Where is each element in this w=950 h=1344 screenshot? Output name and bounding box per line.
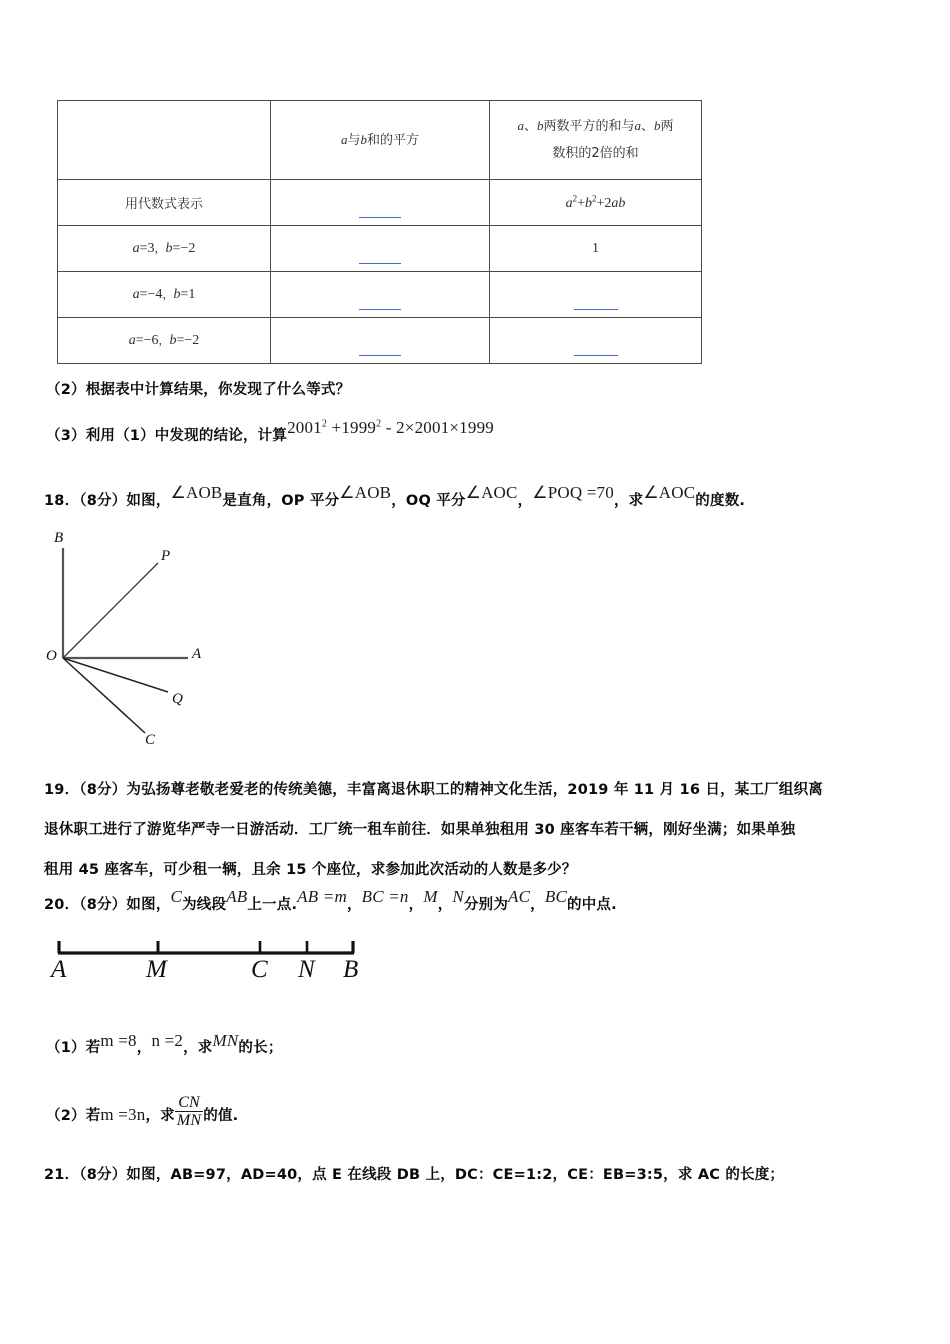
answer-blank[interactable] bbox=[359, 309, 401, 310]
sub1-prefix: （1）若 bbox=[46, 1040, 101, 1056]
segment-label-a: A bbox=[51, 956, 67, 983]
cell-value: 1 bbox=[490, 226, 702, 272]
q20-text3: 上一点. bbox=[247, 897, 298, 913]
q19-text1: 为弘扬尊老敬老爱老的传统美德，丰富离退休职工的精神文化生活，2019 年 11 月 16 日，某工厂组织离 bbox=[126, 782, 823, 798]
sub1-suffix: 的长； bbox=[238, 1040, 283, 1056]
q21-score: （8分） bbox=[79, 1167, 127, 1183]
q20-math2: AB bbox=[226, 887, 248, 906]
q18-text4: ， bbox=[517, 493, 533, 509]
q19-score: （8分） bbox=[79, 782, 127, 798]
question16-part3 bbox=[46, 418, 494, 445]
q21-text: 如图，AB=97，AD=40，点 E 在线段 DB 上，DC：CE=1:2，CE：EB=3:5，求 AC 的长度； bbox=[126, 1167, 785, 1183]
q19-number: 19． bbox=[44, 782, 80, 798]
row-label-case3: a=−6，b=−2 bbox=[58, 318, 271, 364]
answer-blank[interactable] bbox=[359, 217, 401, 218]
cell-formula: $a^2+b^2+2ab$ bbox=[490, 180, 702, 226]
q18-text1: 如图， bbox=[126, 493, 171, 509]
cell-blank[interactable] bbox=[271, 318, 490, 364]
q18-math3: ∠AOC bbox=[465, 483, 518, 502]
q21-number: 21． bbox=[44, 1167, 80, 1183]
fraction-numerator: CN bbox=[178, 1094, 200, 1111]
sub2-prefix: （2）若 bbox=[46, 1107, 101, 1124]
question20-sub2 bbox=[46, 1094, 239, 1134]
segment-label-n: N bbox=[298, 956, 315, 983]
question16-part2: （2）根据表中计算结果，你发现了什么等式？ bbox=[46, 382, 351, 398]
q18-math1: ∠AOB bbox=[170, 483, 223, 502]
question20-statement bbox=[44, 887, 617, 914]
question19-line1 bbox=[44, 778, 823, 799]
ray-oq bbox=[63, 658, 168, 692]
row-label-case2: a=−4，b=1 bbox=[58, 272, 271, 318]
question19-line3: 租用 45 座客车，可少租一辆，且余 15 个座位，求参加此次活动的人数是多少？ bbox=[44, 862, 577, 878]
q20-math7: AC bbox=[508, 887, 531, 906]
part3-prefix: （3）利用（1）中发现的结论，计算 bbox=[46, 428, 288, 444]
header-cell-square-sum: a、b两数平方的和与a、b两 数积的2倍的和 bbox=[490, 101, 702, 180]
segment-figure bbox=[40, 928, 400, 1003]
header-cell-empty bbox=[58, 101, 271, 180]
cell-blank[interactable] bbox=[271, 226, 490, 272]
angle-figure bbox=[40, 528, 290, 768]
angle-label-o: O bbox=[46, 648, 57, 664]
answer-blank[interactable] bbox=[574, 355, 618, 356]
sub1-math1: m =8 bbox=[100, 1031, 137, 1050]
algebra-table bbox=[57, 100, 702, 364]
q20-score: （8分） bbox=[79, 897, 127, 913]
q20-text7: 分别为 bbox=[463, 897, 509, 913]
cell-blank[interactable] bbox=[490, 318, 702, 364]
q20-math1: C bbox=[170, 887, 183, 906]
table-row bbox=[58, 272, 702, 318]
cell-blank[interactable] bbox=[271, 180, 490, 226]
q18-score: （8分） bbox=[79, 493, 127, 509]
q20-text8: ， bbox=[530, 897, 545, 913]
segment-label-b: B bbox=[343, 956, 359, 983]
cell-blank[interactable] bbox=[490, 272, 702, 318]
angle-label-a: A bbox=[192, 646, 202, 662]
q18-math4: ∠POQ =70 bbox=[532, 483, 614, 502]
question19-line2: 退休职工进行了游览华严寺一日游活动．工厂统一租车前往．如果单独租用 30 座客车若干辆，刚好坐满；如果单独 bbox=[44, 822, 796, 838]
q20-math5: M bbox=[423, 887, 438, 906]
q20-number: 20． bbox=[44, 897, 80, 913]
q20-math6: N bbox=[452, 887, 464, 906]
answer-blank[interactable] bbox=[574, 309, 618, 310]
q20-math4: BC =n bbox=[361, 887, 409, 906]
header-cell-sum-square: a与b和的平方 bbox=[271, 101, 490, 180]
answer-blank[interactable] bbox=[359, 355, 401, 356]
question18-statement bbox=[44, 483, 746, 510]
angle-label-c: C bbox=[145, 732, 156, 748]
q20-text1: 如图， bbox=[126, 897, 171, 913]
algebra-table-wrapper bbox=[57, 100, 698, 364]
q20-text5: ， bbox=[408, 897, 424, 913]
q18-math5: ∠AOC bbox=[643, 483, 696, 502]
segment-label-c: C bbox=[251, 956, 268, 983]
table-row bbox=[58, 226, 702, 272]
angle-label-b: B bbox=[54, 530, 64, 546]
fraction-cn-mn bbox=[175, 1094, 203, 1130]
q18-text6: 的度数. bbox=[695, 493, 746, 509]
sub1-math3: MN bbox=[212, 1031, 239, 1050]
q18-text2: 是直角，OP 平分 bbox=[222, 493, 340, 509]
question21-statement bbox=[44, 1163, 784, 1184]
part3-expression: $2001^2 +1999^2 - 2\times 2001\times 1999$ bbox=[287, 418, 494, 437]
angle-label-p: P bbox=[161, 548, 171, 564]
q18-text5: ，求 bbox=[613, 493, 644, 509]
q20-text6: ， bbox=[437, 897, 453, 913]
q20-text2: 为线段 bbox=[182, 897, 227, 913]
table-row bbox=[58, 180, 702, 226]
row-label-case1: a=3，b=−2 bbox=[58, 226, 271, 272]
question20-sub1 bbox=[46, 1031, 283, 1057]
row-label-expression: 用代数式表示 bbox=[58, 180, 271, 226]
sub1-math2: n =2 bbox=[151, 1031, 184, 1050]
answer-blank[interactable] bbox=[359, 263, 401, 264]
q20-text4: ， bbox=[346, 897, 362, 913]
q18-math2: ∠AOB bbox=[339, 483, 392, 502]
sub2-mid: ，求 bbox=[145, 1107, 175, 1124]
fraction-denominator: MN bbox=[176, 1112, 202, 1130]
q20-math8: BC bbox=[544, 887, 567, 906]
ray-op bbox=[63, 563, 158, 658]
sub2-math1: m =3n bbox=[100, 1104, 146, 1124]
q20-math3: AB =m bbox=[297, 887, 347, 906]
ray-oc bbox=[63, 658, 145, 733]
cell-blank[interactable] bbox=[271, 272, 490, 318]
q20-text9: 的中点. bbox=[567, 897, 617, 913]
q18-text3: ，OQ 平分 bbox=[391, 493, 466, 509]
sub2-suffix: 的值. bbox=[203, 1107, 239, 1124]
table-header-row bbox=[58, 101, 702, 180]
angle-label-q: Q bbox=[172, 691, 183, 707]
segment-label-m: M bbox=[146, 956, 167, 983]
sub1-sep: ， bbox=[136, 1040, 152, 1056]
q18-number: 18． bbox=[44, 493, 80, 509]
table-row bbox=[58, 318, 702, 364]
sub1-mid: ，求 bbox=[183, 1040, 213, 1056]
